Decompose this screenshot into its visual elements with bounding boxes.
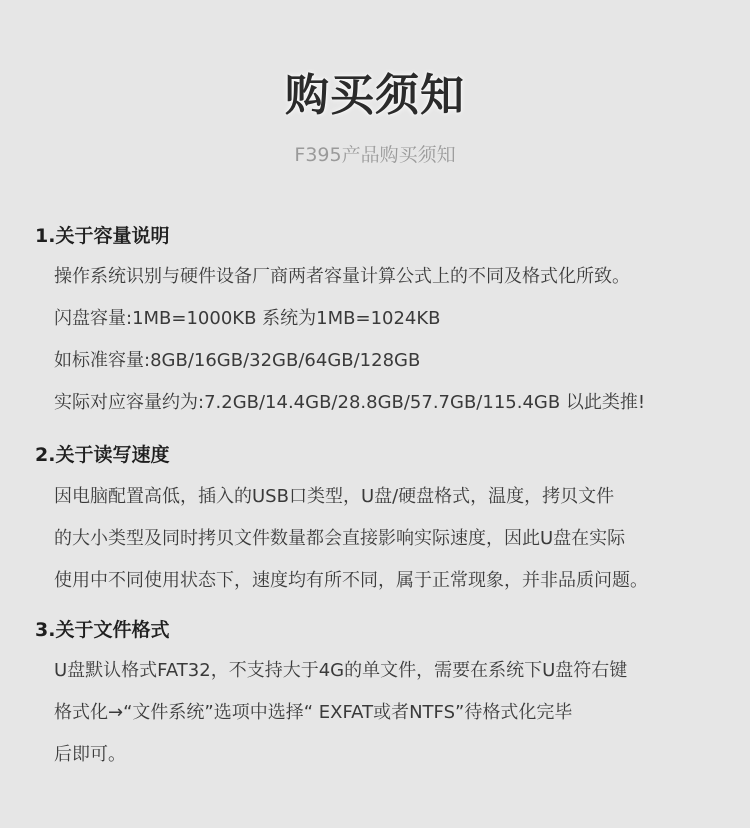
section-speed-line: 的大小类型及同时拷贝文件数量都会直接影响实际速度，因此U盘在实际 [54,528,626,549]
section-format-line: 格式化→“文件系统”选项中选择“ EXFAT或者NTFS”待格式化完毕 [54,702,573,723]
section-format-line: U盘默认格式FAT32，不支持大于4G的单文件，需要在系统下U盘符右键 [54,660,628,681]
section-heading-speed: 2.关于读写速度 [35,444,170,466]
section-heading-format: 3.关于文件格式 [35,619,170,641]
section-capacity-line: 如标准容量:8GB/16GB/32GB/64GB/128GB [54,350,421,371]
section-capacity-line: 实际对应容量约为:7.2GB/14.4GB/28.8GB/57.7GB/115.4GB 以此类推! [54,392,646,413]
section-capacity-line: 闪盘容量:1MB=1000KB 系统为1MB=1024KB [54,308,441,329]
section-format-line: 后即可。 [54,744,126,765]
section-capacity-line: 操作系统识别与硬件设备厂商两者容量计算公式上的不同及格式化所致。 [54,266,630,287]
section-heading-capacity: 1.关于容量说明 [35,225,170,247]
title-area [0,66,750,126]
section-speed-line: 因电脑配置高低，插入的USB口类型，U盘/硬盘格式，温度，拷贝文件 [54,486,615,507]
page-title: 购买须知 [285,70,465,121]
section-speed-line: 使用中不同使用状态下，速度均有所不同，属于正常现象，并非品质问题。 [54,570,648,591]
page-subtitle: F395产品购买须知 [294,144,456,166]
